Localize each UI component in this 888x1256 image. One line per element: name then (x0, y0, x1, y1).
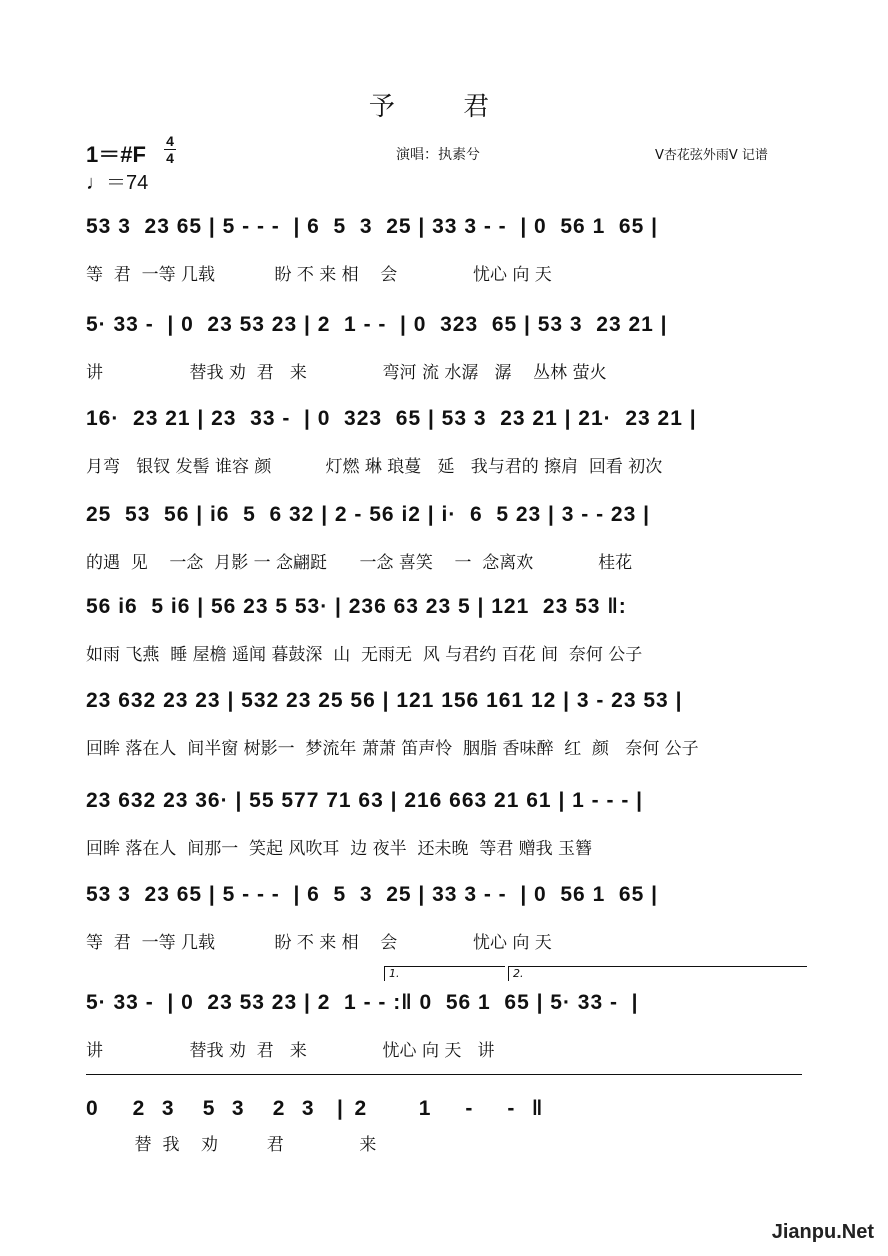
tempo-marking: ♩＝74 (86, 172, 149, 194)
score-line-3 (86, 404, 806, 477)
score-line-1 (86, 212, 806, 285)
notation-line: 5· 33 - | 0 23 53 23 | 2 1 - - :‖ 0 56 1 65 | 5· 33 - | (86, 991, 639, 1014)
second-ending: 2. (508, 966, 807, 981)
site-watermark: Jianpu.Net (771, 1221, 874, 1243)
score-line-6 (86, 686, 806, 759)
notation-line: 5· 33 - | 0 23 53 23 | 2 1 - - | 0 323 65 | 53 3 23 21 | (86, 313, 668, 336)
score-line-7 (86, 786, 806, 859)
lyrics-line: 回眸 落在人 间半窗 树影一 梦流年 萧萧 笛声怜 胭脂 香味醉 红 颜 奈何 公子 (86, 739, 699, 759)
lyrics-line: 回眸 落在人 间那一 笑起 风吹耳 边 夜半 还未晚 等君 赠我 玉簪 (86, 839, 593, 859)
notation-line: 56 i6 5 i6 | 56 23 5 53· | 236 63 23 5 | 121 23 53 ‖: (86, 595, 627, 618)
key-signature: 1＝#F (86, 142, 146, 167)
lyrics-line: 等 君 一等 几载 盼 不 来 相 会 忧心 向 天 (86, 265, 552, 285)
lyrics-line: 等 君 一等 几载 盼 不 来 相 会 忧心 向 天 (86, 933, 552, 953)
notation-line: 23 632 23 36· | 55 577 71 63 | 216 663 21 61 | 1 - - - | (86, 789, 644, 812)
final-notation-line: 0 2 3 5 3 2 3 | 2 1 - - ‖ (86, 1097, 543, 1120)
score-line-4 (86, 500, 806, 573)
transcriber-credit: V杏花弦外雨V 记谱 (655, 148, 768, 163)
singer-credit: 演唱：执素兮 (396, 147, 480, 163)
notation-line: 23 632 23 23 | 532 23 25 56 | 121 156 161 12 | 3 - 23 53 | (86, 689, 683, 712)
final-lyrics-line: 替 我 劝 君 来 (86, 1135, 377, 1155)
score-line-2 (86, 310, 806, 383)
lyrics-line: 如雨 飞燕 睡 屋檐 遥闻 暮鼓深 山 无雨无 风 与君约 百花 间 奈何 公子 (86, 645, 643, 665)
notation-line: 53 3 23 65 | 5 - - - | 6 5 3 25 | 33 3 - - | 0 56 1 65 | (86, 215, 658, 238)
notation-line: 53 3 23 65 | 5 - - - | 6 5 3 25 | 33 3 - - | 0 56 1 65 | (86, 883, 658, 906)
song-title: 予 君 (368, 92, 520, 122)
time-signature-top: 4 (166, 133, 174, 149)
first-ending: 1. (384, 966, 505, 981)
lyrics-line: 的遇 见 一念 月影 一 念翩跹 一念 喜笑 一 念离欢 桂花 (86, 553, 633, 573)
score-line-8 (86, 880, 806, 953)
score-line-5 (86, 592, 806, 665)
time-signature-bottom: 4 (166, 150, 174, 166)
time-signature (164, 134, 176, 165)
lyrics-line: 月弯 银钗 发髻 谁容 颜 灯燃 琳 琅蔓 延 我与君的 擦肩 回看 初次 (86, 457, 663, 477)
notation-line: 16· 23 21 | 23 33 - | 0 323 65 | 53 3 23 21 | 21· 23 21 | (86, 407, 697, 430)
final-ending-bracket (86, 1074, 802, 1075)
notation-line: 25 53 56 | i6 5 6 32 | 2 - 56 i2 | i· 6 5 23 | 3 - - 23 | (86, 503, 650, 526)
lyrics-line: 讲 替我 劝 君 来 弯河 流 水潺 潺 丛林 萤火 (86, 363, 607, 383)
score-line-9 (86, 988, 806, 1061)
lyrics-line: 讲 替我 劝 君 来 忧心 向 天 讲 (86, 1041, 495, 1061)
